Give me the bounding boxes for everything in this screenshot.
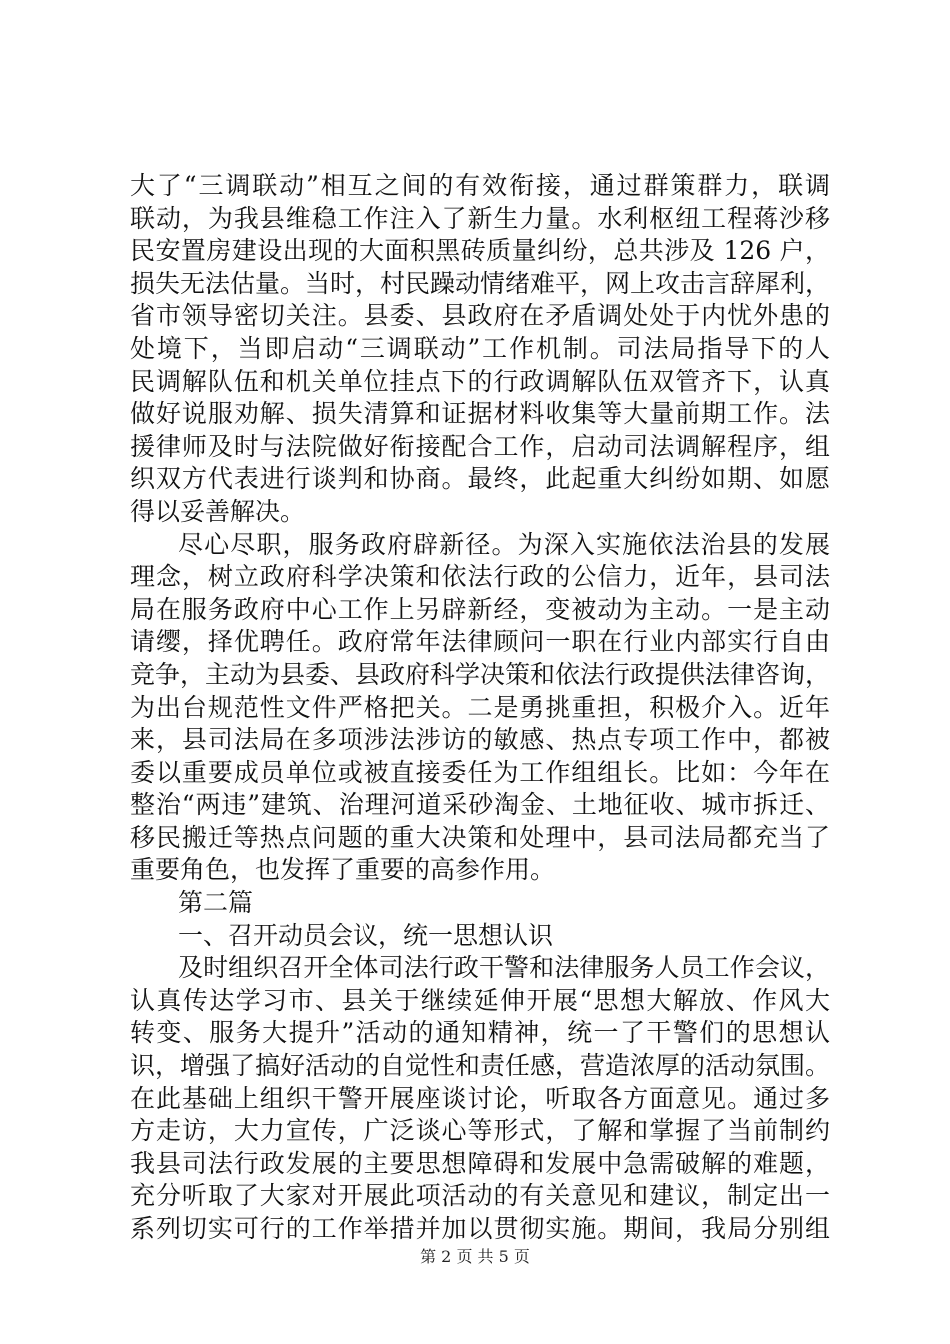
- text-line: 援律师及时与法院做好衔接配合工作，启动司法调解程序，组: [130, 431, 830, 461]
- text-line: 移民搬迁等热点问题的重大决策和处理中，县司法局都充当了: [130, 822, 830, 852]
- text-line: 系列切实可行的工作举措并加以贯彻实施。期间，我局分别组: [130, 1214, 830, 1243]
- page-number-footer: 第 2 页 共 5 页: [420, 1247, 530, 1266]
- text-line: 在此基础上组织干警开展座谈讨论，听取各方面意见。通过多: [130, 1083, 830, 1113]
- text-line: 理念，树立政府科学决策和依法行政的公信力，近年，县司法: [130, 562, 830, 592]
- text-line: 来，县司法局在多项涉法涉访的敏感、热点专项工作中，都被: [130, 725, 830, 755]
- text-line: 认真传达学习市、县关于继续延伸开展“思想大解放、作风大: [130, 985, 830, 1015]
- text-line: 局在服务政府中心工作上另辟新经，变被动为主动。一是主动: [130, 594, 830, 624]
- text-line: 做好说服劝解、损失清算和证据材料收集等大量前期工作。法: [130, 399, 830, 429]
- section-heading: 第二篇: [178, 888, 254, 918]
- text-line: 民调解队伍和机关单位挂点下的行政调解队伍双管齐下，认真: [130, 366, 830, 396]
- text-line: 损失无法估量。当时，村民躁动情绪难平，网上攻击言辞犀利，: [130, 268, 830, 298]
- paragraph-start-line: 尽心尽职，服务政府辟新径。为深入实施依法治县的发展: [178, 529, 830, 559]
- text-line: 得以妥善解决。: [130, 496, 306, 526]
- text-line: 为出台规范性文件严格把关。二是勇挑重担，积极介入。近年: [130, 692, 830, 722]
- text-line: 省市领导密切关注。县委、县政府在矛盾调处处于内忧外患的: [130, 301, 830, 331]
- text-line: 联动，为我县维稳工作注入了新生力量。水利枢纽工程蒋沙移: [130, 203, 830, 233]
- text-line: 委以重要成员单位或被直接委任为工作组组长。比如：今年在: [130, 757, 830, 787]
- text-line: 大了“三调联动”相互之间的有效衔接，通过群策群力，联调: [130, 171, 830, 200]
- text-line: 识，增强了搞好活动的自觉性和责任感，营造浓厚的活动氛围。: [130, 1051, 830, 1081]
- body-text: [130, 170, 830, 1246]
- subsection-heading: 一、召开动员会议，统一思想认识: [178, 920, 554, 950]
- text-line: 方走访，大力宣传，广泛谈心等形式，了解和掌握了当前制约: [130, 1116, 830, 1146]
- text-line: 请缨，择优聘任。政府常年法律顾问一职在行业内部实行自由: [130, 627, 830, 657]
- text-line: 充分听取了大家对开展此项活动的有关意见和建议，制定出一: [130, 1181, 830, 1211]
- text-line: 重要角色，也发挥了重要的高参作用。: [130, 855, 556, 885]
- text-line: 处境下，当即启动“三调联动”工作机制。司法局指导下的人: [130, 333, 830, 363]
- text-line: 整治“两违”建筑、治理河道采砂淘金、土地征收、城市拆迁、: [130, 790, 830, 820]
- text-line: 我县司法行政发展的主要思想障碍和发展中急需破解的难题，: [130, 1148, 830, 1178]
- text-line: 织双方代表进行谈判和协商。最终，此起重大纠纷如期、如愿: [130, 464, 830, 494]
- text-line: 竞争，主动为县委、县政府科学决策和依法行政提供法律咨询，: [130, 659, 830, 689]
- text-line: 民安置房建设出现的大面积黑砖质量纠纷，总共涉及 126 户，: [130, 236, 830, 266]
- paragraph-start-line: 及时组织召开全体司法行政干警和法律服务人员工作会议，: [178, 953, 830, 983]
- text-line: 转变、服务大提升”活动的通知精神，统一了干警们的思想认: [130, 1018, 830, 1048]
